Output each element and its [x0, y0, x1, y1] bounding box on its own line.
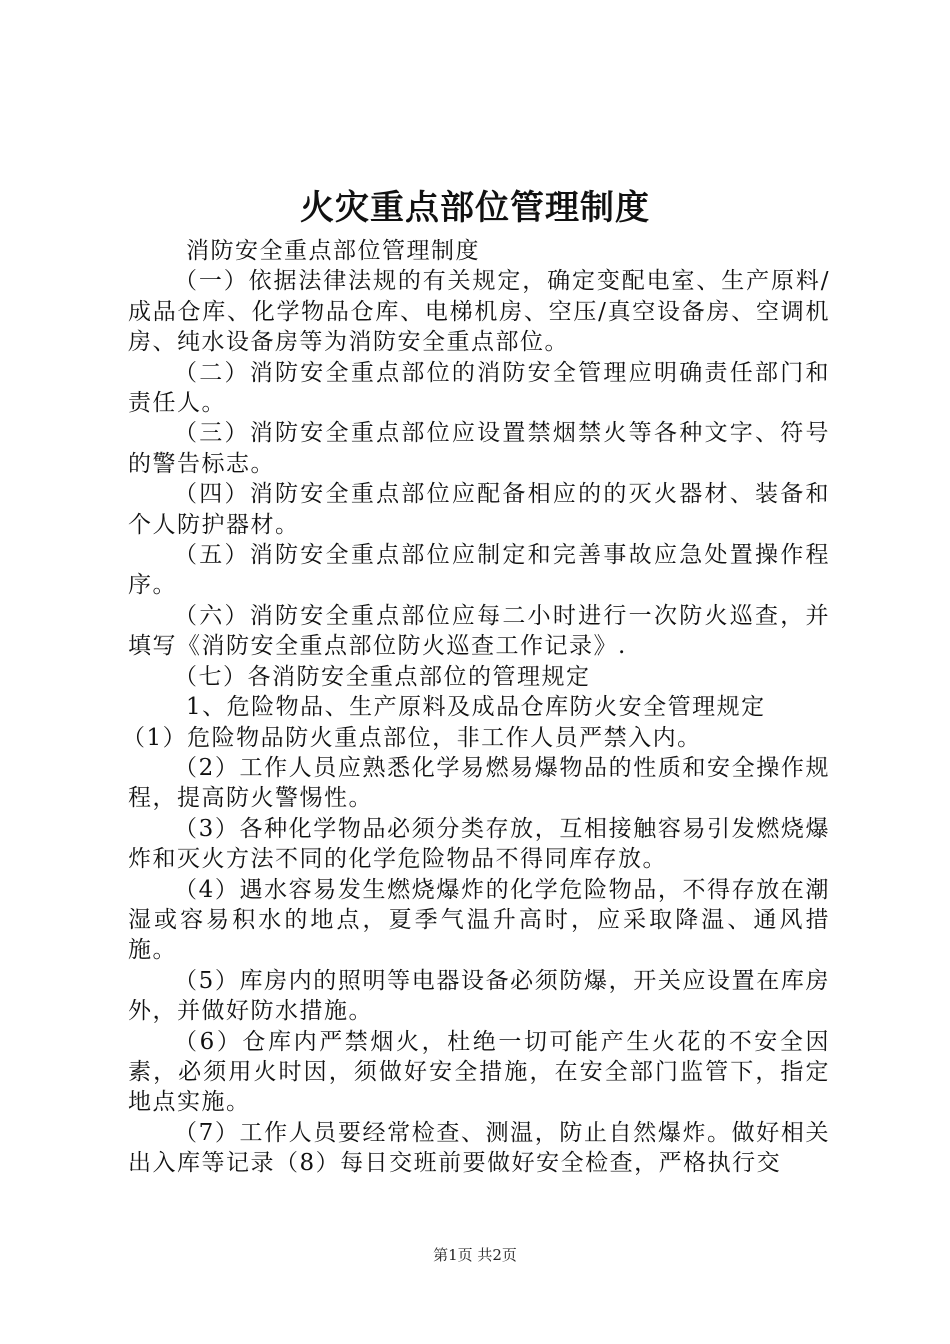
- sub-heading: 1、危险物品、生产原料及成品仓库防火安全管理规定: [186, 694, 766, 721]
- section-heading: 消防安全重点部位管理制度: [186, 238, 480, 264]
- paragraph: （2）工作人员应熟悉化学易燃易爆物品的性质和安全操作规程，提高防火警惕性。: [128, 754, 830, 812]
- document-body: [122, 236, 830, 1179]
- paragraph: （四）消防安全重点部位应配备相应的的灭火器材、装备和个人防护器材。: [128, 481, 830, 538]
- page-number-footer: 第1页 共2页: [433, 1246, 517, 1264]
- paragraph: （5）库房内的照明等电器设备必须防爆，开关应设置在库房外，并做好防水措施。: [128, 967, 830, 1025]
- paragraph: （7）工作人员要经常检查、测温，防止自然爆炸。做好相关出入库等记录（8）每日交班前要做好安全检查，严格执行交: [128, 1119, 830, 1177]
- paragraph: （一）依据法律法规的有关规定，确定变配电室、生产原料/成品仓库、化学物品仓库、电梯机房、空压/真空设备房、空调机房、纯水设备房等为消防安全重点部位。: [128, 268, 830, 356]
- paragraph: （6）仓库内严禁烟火，杜绝一切可能产生火花的不安全因素，必须用火时因，须做好安全措施，在安全部门监管下，指定地点实施。: [128, 1028, 830, 1116]
- paragraph: （六）消防安全重点部位应每二小时进行一次防火巡查，并填写《消防安全重点部位防火巡查工作记录》.: [128, 602, 830, 660]
- paragraph: （1）危险物品防火重点部位，非工作人员严禁入内。: [122, 724, 702, 751]
- document-title: 火灾重点部位管理制度: [300, 188, 650, 228]
- paragraph: （3）各种化学物品必须分类存放，互相接触容易引发燃烧爆炸和灭火方法不同的化学危险物品不得同库存放。: [128, 815, 830, 873]
- paragraph: （五）消防安全重点部位应制定和完善事故应急处置操作程序。: [128, 542, 830, 599]
- paragraph: （4）遇水容易发生燃烧爆炸的化学危险物品，不得存放在潮湿或容易积水的地点，夏季气温升高时，应采取降温、通风措施。: [128, 876, 830, 964]
- paragraph: （二）消防安全重点部位的消防安全管理应明确责任部门和责任人。: [128, 359, 830, 417]
- paragraph: （三）消防安全重点部位应设置禁烟禁火等各种文字、符号的警告标志。: [128, 420, 830, 477]
- paragraph: （七）各消防安全重点部位的管理规定: [174, 663, 591, 690]
